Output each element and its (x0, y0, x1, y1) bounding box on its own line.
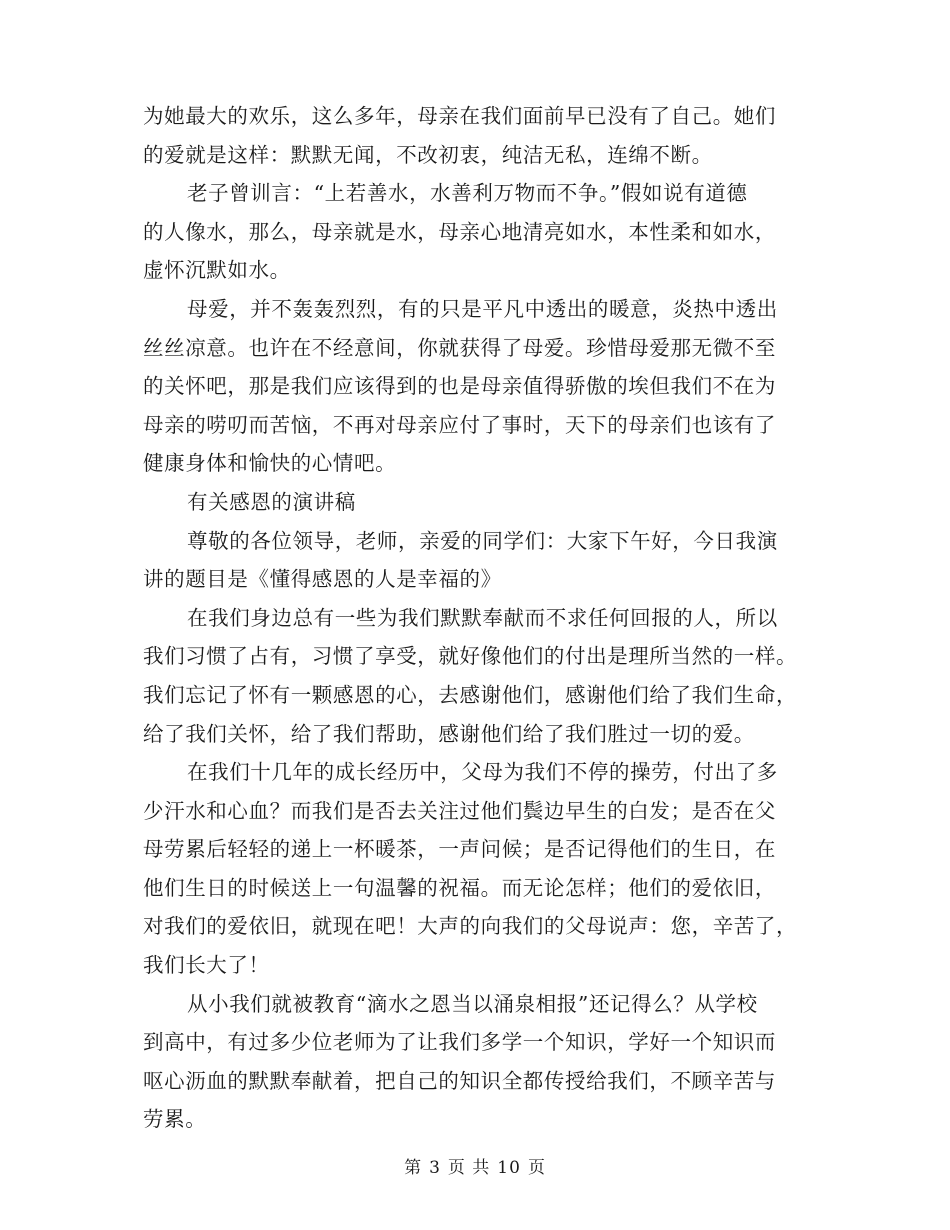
text-line: 在我们身边总有一些为我们默默奉献而不求任何回报的人，所以 (187, 605, 778, 630)
text-line: 丝丝凉意。也许在不经意间，你就获得了母爱。珍惜母爱那无微不至 (143, 335, 776, 360)
footer-suffix: 页 (527, 1158, 546, 1178)
text-line: 老子曾训言：“上若善水，水善利万物而不争。”假如说有道德 (187, 181, 748, 206)
body-text (143, 97, 823, 1139)
page-footer (0, 1153, 950, 1178)
text-line: 我们忘记了怀有一颗感恩的心，去感谢他们，感谢他们给了我们生命， (143, 682, 798, 707)
text-line: 到高中，有过多少位老师为了让我们多学一个知识，学好一个知识而 (143, 1030, 776, 1055)
text-line: 我们长大了！ (143, 953, 270, 978)
text-line: 健康身体和愉快的心情吧。 (143, 451, 397, 476)
text-line: 母劳累后轻轻的递上一杯暖茶，一声问候；是否记得他们的生日，在 (143, 837, 776, 862)
text-line: 的人像水，那么，母亲就是水，母亲心地清亮如水，本性柔和如水， (143, 219, 776, 244)
text-line: 他们生日的时候送上一句温馨的祝福。而无论怎样；他们的爱依旧， (143, 875, 776, 900)
text-line: 母爱，并不轰轰烈烈，有的只是平凡中透出的暖意，炎热中透出 (187, 296, 778, 321)
footer-total-pages: 10 (497, 1158, 521, 1178)
text-line: 为她最大的欢乐，这么多年，母亲在我们面前早已没有了自己。她们 (143, 104, 776, 128)
text-line: 对我们的爱依旧，就现在吧！大声的向我们的父母说声：您，辛苦了， (143, 914, 798, 939)
text-line: 的爱就是这样：默默无闻，不改初衷，纯洁无私，连绵不断。 (143, 142, 713, 167)
text-line: 的关怀吧，那是我们应该得到的也是母亲值得骄傲的埃但我们不在为 (143, 374, 776, 399)
footer-prefix: 第 (404, 1158, 423, 1178)
text-line: 劳累。 (143, 1107, 207, 1132)
text-line: 有关感恩的演讲稿 (187, 489, 356, 514)
text-line: 给了我们关怀，给了我们帮助，感谢他们给了我们胜过一切的爱。 (143, 721, 755, 746)
text-line: 尊敬的各位领导，老师，亲爱的同学们：大家下午好，今日我演 (187, 528, 778, 553)
text-line: 讲的题目是《懂得感恩的人是幸福的》 (143, 567, 502, 592)
text-line: 虚怀沉默如水。 (143, 258, 291, 283)
text-line: 少汗水和心血？而我们是否去关注过他们鬓边早生的白发；是否在父 (143, 798, 776, 823)
footer-current-page: 3 (429, 1158, 441, 1178)
text-line: 呕心沥血的默默奉献着，把自己的知识全都传授给我们，不顾辛苦与 (143, 1068, 776, 1093)
footer-middle: 页 共 (447, 1158, 491, 1178)
text-line: 从小我们就被教育“滴水之恩当以涌泉相报”还记得么？从学校 (187, 991, 758, 1016)
text-line: 我们习惯了占有，习惯了享受，就好像他们的付出是理所当然的一样。 (143, 644, 798, 669)
text-line: 母亲的唠叨而苦恼，不再对母亲应付了事时，天下的母亲们也该有了 (143, 412, 776, 437)
text-line: 在我们十几年的成长经历中，父母为我们不停的操劳，付出了多 (187, 760, 778, 785)
